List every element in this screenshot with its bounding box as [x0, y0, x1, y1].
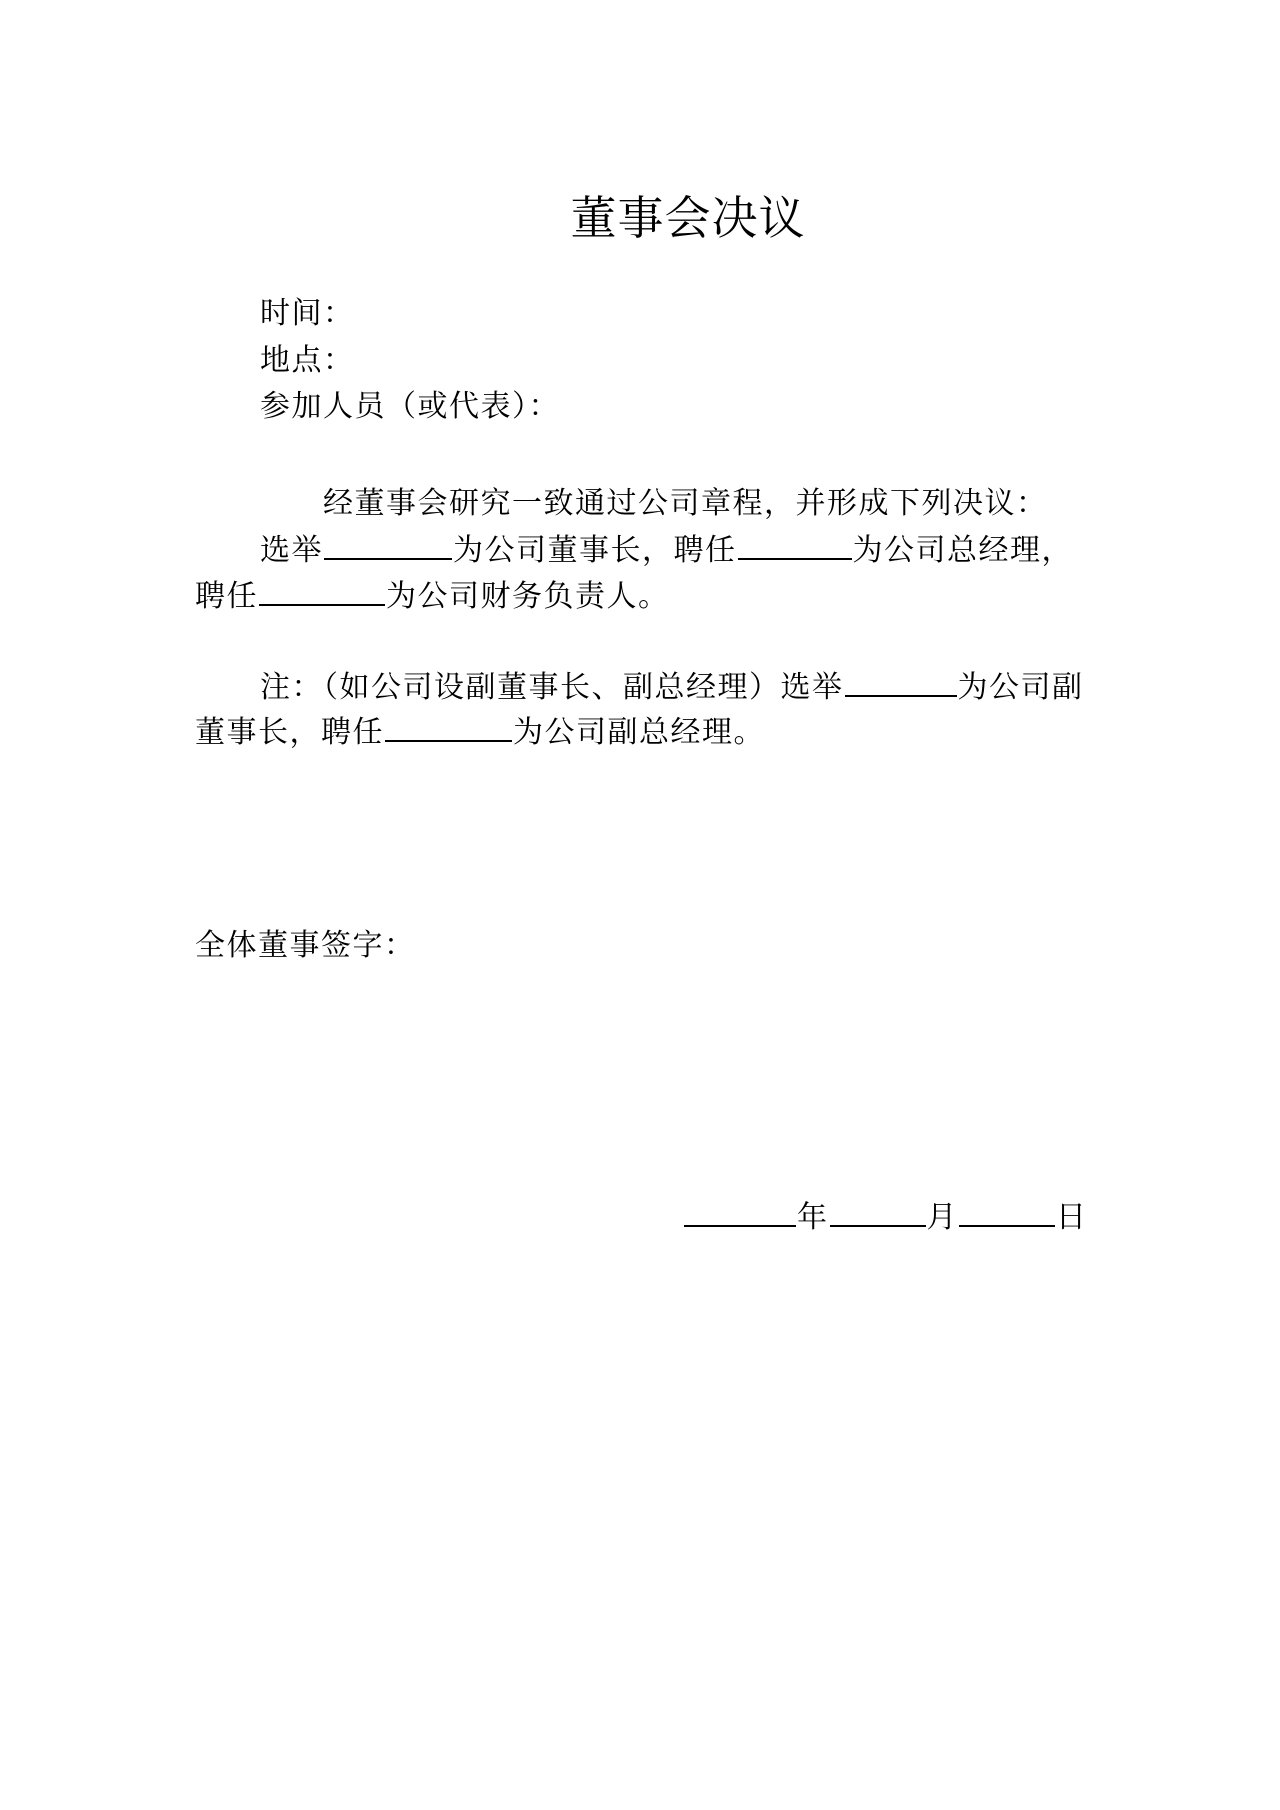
note-text: 董事长，聘任	[195, 715, 384, 750]
date-line	[683, 1197, 1088, 1237]
note-text: 注：（如公司设副董事长、副总经理）选举	[260, 670, 844, 705]
location-field-label: 地点：	[260, 343, 355, 378]
resolution-intro: 经董事会研究一致通过公司章程，并形成下列决议：	[323, 486, 1048, 521]
resolution-text: 选举	[260, 533, 323, 568]
note-line-1	[260, 667, 1084, 707]
day-label: 日	[1056, 1200, 1088, 1235]
finance-head-blank[interactable]	[259, 576, 385, 606]
document-title: 董事会决议	[570, 191, 806, 245]
resolution-text: 为公司董事长，聘任	[453, 533, 737, 568]
resolution-line-1	[260, 530, 1073, 570]
note-line-2	[195, 712, 765, 752]
day-blank[interactable]	[959, 1197, 1055, 1227]
time-field-label: 时间：	[260, 296, 355, 331]
month-blank[interactable]	[830, 1197, 926, 1227]
resolution-line-2	[195, 576, 670, 616]
general-manager-blank[interactable]	[738, 530, 852, 560]
vice-general-manager-blank[interactable]	[385, 712, 512, 742]
attendees-field-label: 参加人员（或代表）：	[260, 389, 560, 424]
signature-label: 全体董事签字：	[195, 928, 416, 963]
year-label: 年	[797, 1200, 829, 1235]
vice-chairman-blank[interactable]	[845, 667, 957, 697]
resolution-text: 聘任	[195, 579, 258, 614]
resolution-text: 为公司总经理，	[852, 533, 1073, 568]
resolution-text: 为公司财务负责人。	[386, 579, 670, 614]
note-text: 为公司副总经理。	[513, 715, 765, 750]
year-blank[interactable]	[684, 1197, 796, 1227]
chairman-blank[interactable]	[324, 530, 452, 560]
note-text: 为公司副	[957, 670, 1084, 705]
month-label: 月	[926, 1200, 958, 1235]
